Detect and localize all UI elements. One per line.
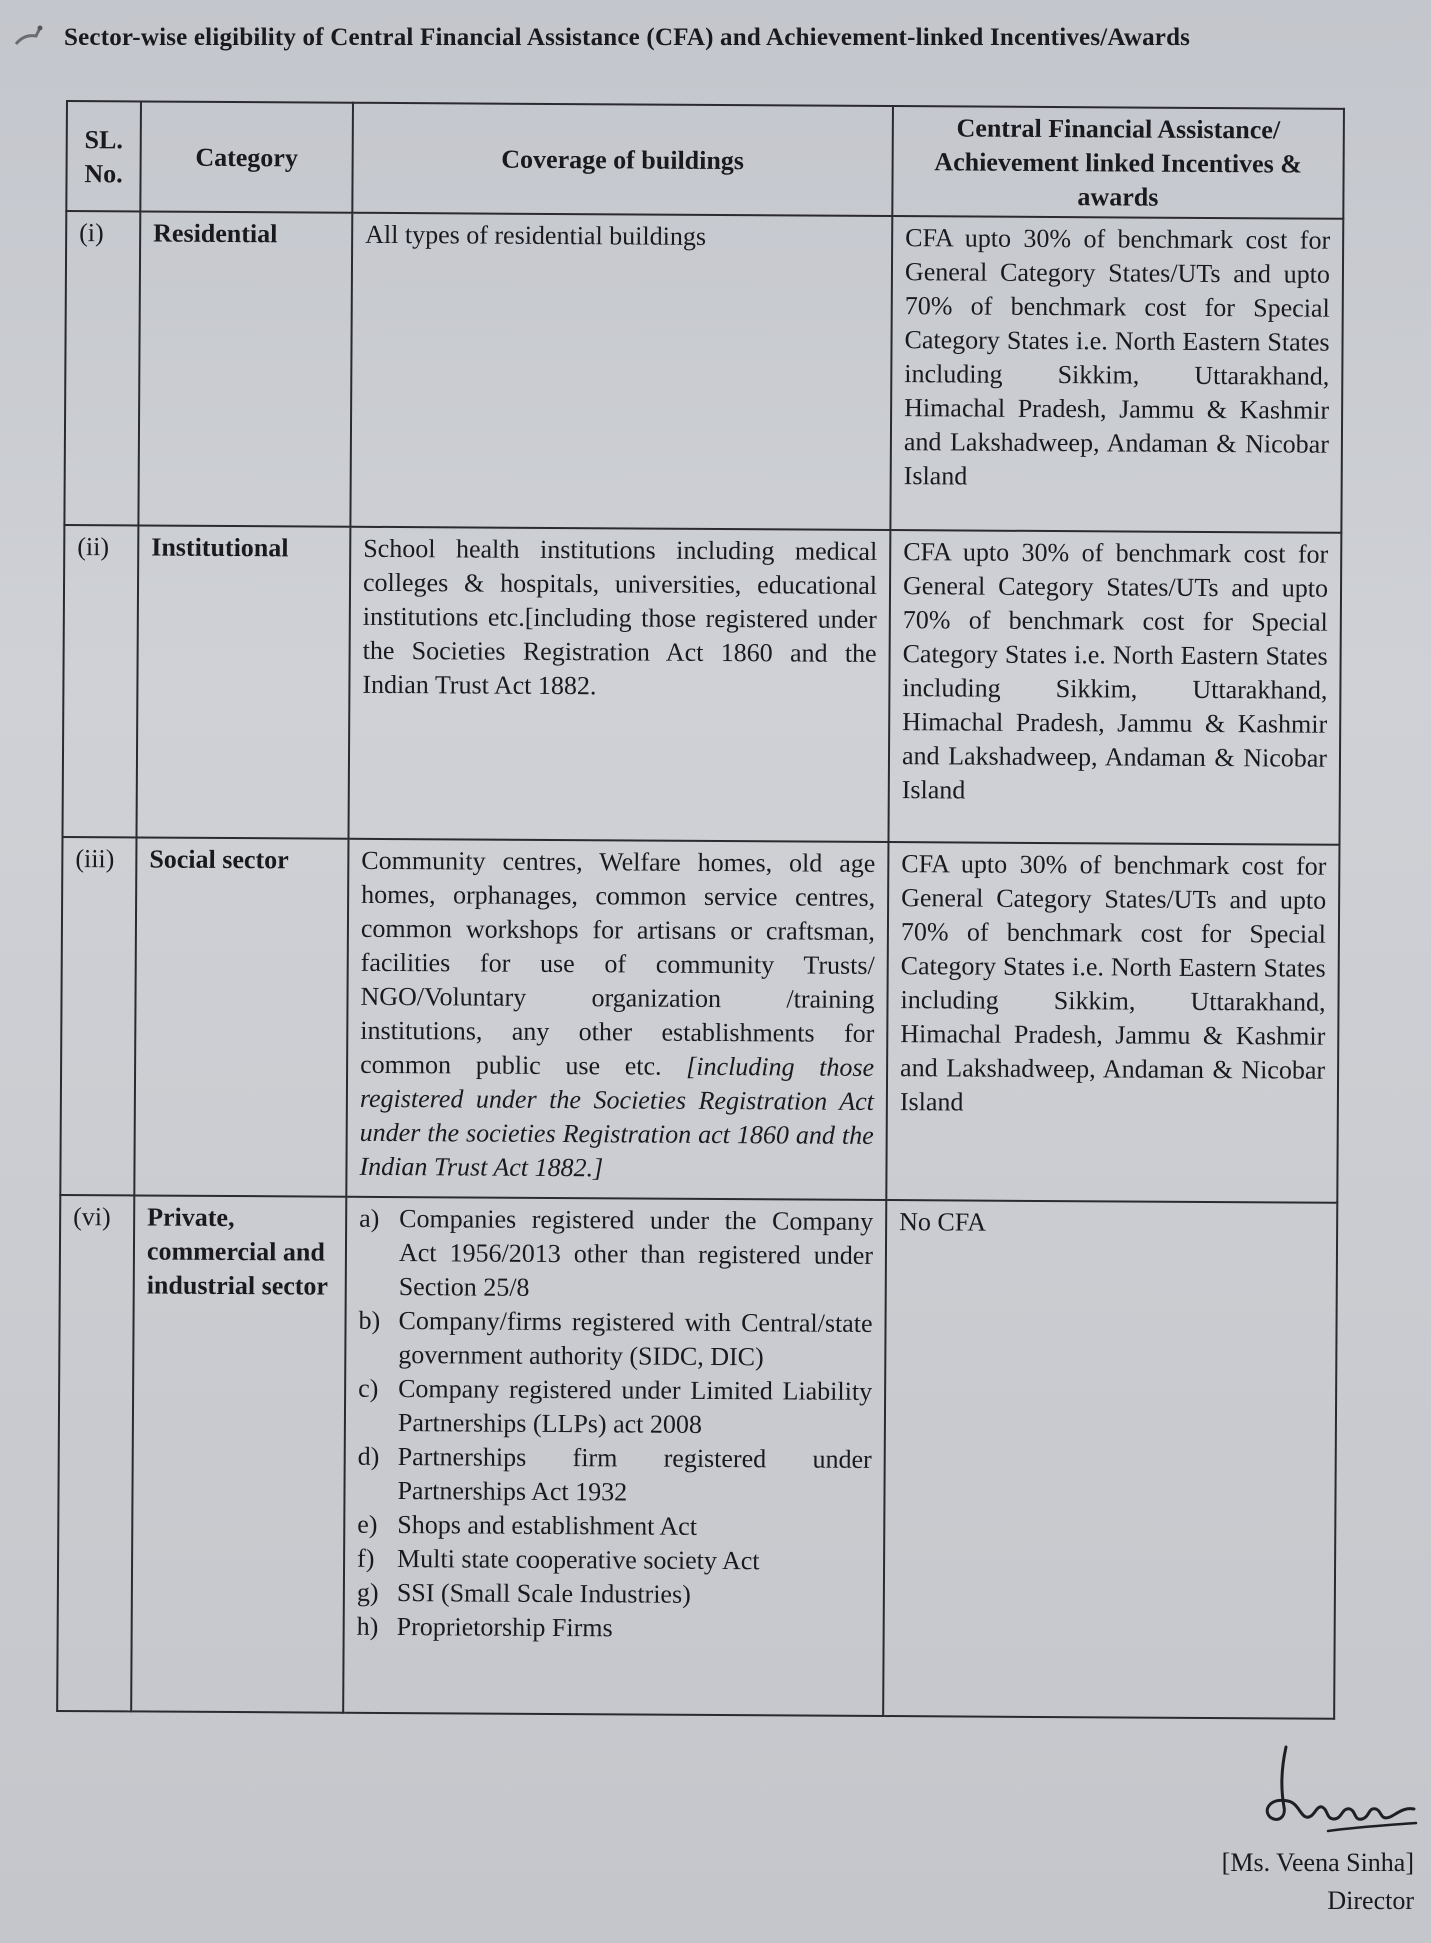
signatory-name: [Ms. Veena Sinha] [1221, 1848, 1414, 1877]
row-coverage: School health institutions including medical colleges & hospitals, universities, educational institutions etc.[including those registered under the Societies Registration Act 1860 and the Indian Trust Act 1882. [348, 527, 890, 842]
list-item [358, 1304, 872, 1375]
header-cfa: Central Financial Assistance/ Achievement linked Incentives & awards [892, 106, 1344, 219]
list-item [357, 1440, 871, 1511]
list-item-text: Companies registered under the Company Act 1956/2013 other than registered under Section 25/8 [398, 1204, 874, 1302]
list-item-label: e) [357, 1509, 378, 1539]
list-item-text: Shops and establishment Act [397, 1510, 698, 1541]
row-category: Social sector [134, 837, 348, 1196]
list-item-text: Proprietorship Firms [396, 1612, 613, 1643]
company-type-list [357, 1202, 874, 1647]
header-category: Category [140, 101, 353, 212]
row-sl-no: (i) [64, 211, 140, 525]
row-category: Institutional [136, 525, 350, 838]
list-item-label: d) [357, 1441, 380, 1471]
row-sl-no: (iii) [60, 837, 136, 1195]
list-item-text: Company/firms registered with Central/state government authority (SIDC, DIC) [398, 1306, 873, 1372]
list-item-text: Multi state cooperative society Act [397, 1544, 760, 1576]
coverage-italic-note: [including those registered under the Societies Registration Act under the societies Registration act 1860 and the Indian Trust Act 1882.] [359, 1051, 875, 1183]
row-cfa: No CFA [883, 1200, 1337, 1719]
row-category: Residential [138, 211, 352, 526]
cfa-eligibility-table [56, 100, 1345, 1720]
table-header-row [66, 101, 1344, 219]
table-row [60, 837, 1339, 1203]
signature-scribble [1258, 1745, 1418, 1835]
list-item-label: h) [356, 1611, 379, 1641]
document-heading: Sector-wise eligibility of Central Financial Assistance (CFA) and Achievement-linked Incentives/Awards [64, 24, 1191, 51]
table-row [62, 525, 1341, 845]
row-cfa: CFA upto 30% of benchmark cost for General Category States/UTs and upto 70% of benchmark cost for Special Category States i.e. North Eastern States including Sikkim, Uttarakhand, Himachal Pradesh, Jammu & Kashmir and Lakshadweep, Andaman & Nicobar Island [888, 530, 1341, 845]
list-item [357, 1542, 871, 1579]
row-coverage: All types of residential buildings [350, 213, 892, 530]
row-category: Private, commercial and industrial sector [131, 1195, 346, 1712]
row-sl-no: (vi) [57, 1195, 134, 1711]
coverage-text: Community centres, Welfare homes, old age homes, orphanages, common service centres, common workshops for artisans or craftsman, facilities for use of community Trusts/ NGO/Voluntary organization /training institutions, any other establishments for common public use etc. [360, 845, 876, 1081]
row-cfa: CFA upto 30% of benchmark cost for General Category States/UTs and upto 70% of benchmark cost for Special Category States i.e. North Eastern States including Sikkim, Uttarakhand, Himachal Pradesh, Jammu & Kashmir and Lakshadweep, Andaman & Nicobar Island [886, 842, 1339, 1203]
row-cfa: CFA upto 30% of benchmark cost for General Category States/UTs and upto 70% of benchmark cost for Special Category States i.e. North Eastern States including Sikkim, Uttarakhand, Himachal Pradesh, Jammu & Kashmir and Lakshadweep, Andaman & Nicobar Island [890, 216, 1343, 533]
list-item [357, 1508, 871, 1545]
table-row [64, 211, 1343, 533]
list-item [357, 1610, 871, 1647]
signatory-title: Director [1327, 1886, 1414, 1915]
list-item-label: f) [357, 1543, 375, 1573]
header-coverage: Coverage of buildings [352, 103, 893, 216]
row-coverage [343, 1197, 886, 1716]
row-coverage [346, 839, 888, 1200]
list-item-text: Company registered under Limited Liability Partnerships (LLPs) act 2008 [397, 1374, 873, 1439]
row-sl-no: (ii) [62, 525, 138, 837]
list-item-text: Partnerships firm registered under Partnerships Act 1932 [397, 1442, 872, 1507]
list-item [359, 1202, 874, 1307]
pin-mark-icon [14, 24, 44, 48]
list-item-label: a) [359, 1203, 380, 1233]
list-item [357, 1576, 871, 1613]
list-item [358, 1372, 872, 1443]
header-sl-no: SL. No. [66, 101, 141, 211]
list-item-text: SSI (Small Scale Industries) [396, 1578, 691, 1609]
list-item-label: b) [358, 1305, 381, 1335]
list-item-label: c) [358, 1373, 379, 1403]
table-row [57, 1195, 1337, 1719]
list-item-label: g) [356, 1577, 379, 1607]
